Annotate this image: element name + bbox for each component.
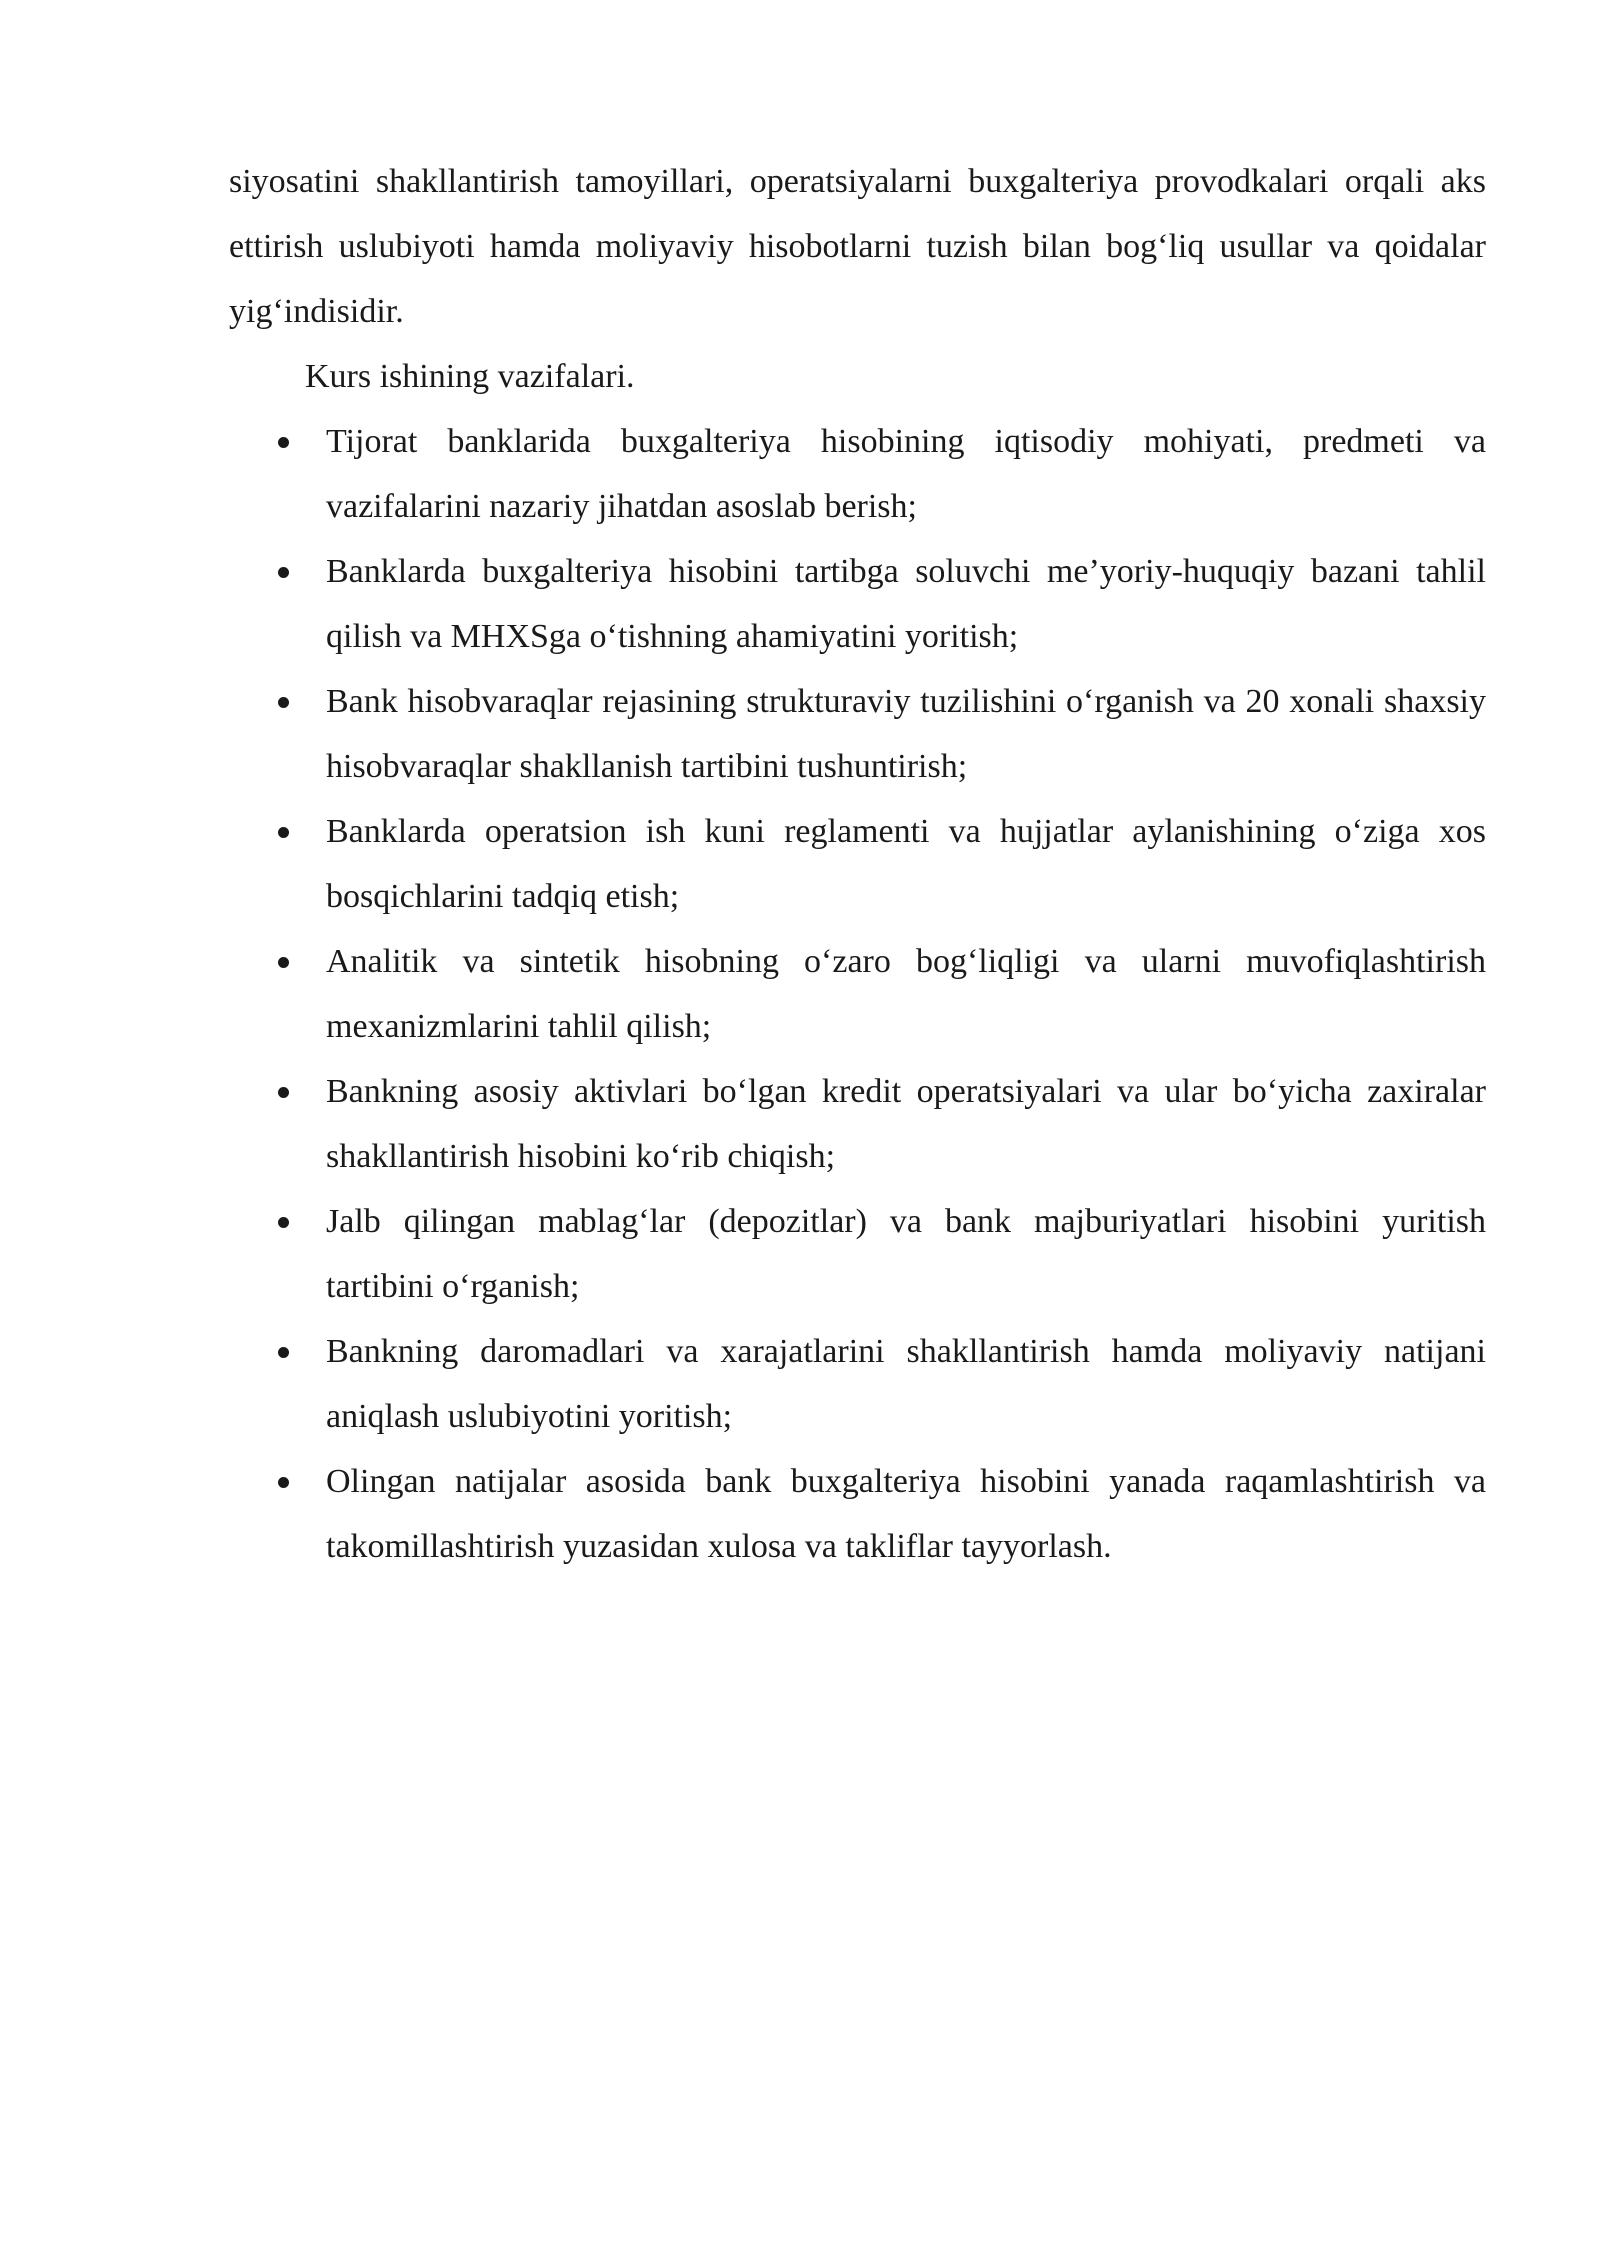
task-text: Bankning asosiy aktivlari bo‘lgan kredit operatsiyalari va ular bo‘yicha zaxiralar shakllantirish hisobini ko‘rib chiqish; [326,1073,1486,1175]
task-item [229,929,1486,1059]
bullet-icon [278,437,289,448]
bullet-icon [278,567,289,578]
tasks-heading: Kurs ishining vazifalari. [305,358,635,395]
bullet-icon [278,697,289,708]
bullet-icon [278,1217,289,1228]
task-item [229,669,1486,799]
task-text: Banklarda operatsion ish kuni reglamenti va hujjatlar aylanishining o‘ziga xos bosqichlarini tadqiq etish; [326,813,1486,915]
page-content [229,149,1486,1579]
bullet-icon [278,1347,289,1358]
task-text: Olingan natijalar asosida bank buxgalteriya hisobini yanada raqamlashtirish va takomillashtirish yuzasidan xulosa va takliflar tayyorlash. [326,1463,1486,1565]
task-item [229,1059,1486,1189]
task-text: Tijorat banklarida buxgalteriya hisobining iqtisodiy mohiyati, predmeti va vazifalarini nazariy jihatdan asoslab berish; [326,423,1486,525]
task-text: Jalb qilingan mablag‘lar (depozitlar) va bank majburiyatlari hisobini yuritish tartibini o‘rganish; [326,1203,1486,1305]
tasks-list [229,409,1486,1579]
task-text: Analitik va sintetik hisobning o‘zaro bog‘liqligi va ularni muvofiqlashtirish mexanizmlarini tahlil qilish; [326,943,1486,1045]
bullet-icon [278,957,289,968]
task-item [229,409,1486,539]
task-item [229,1449,1486,1579]
task-text: Banklarda buxgalteriya hisobini tartibga soluvchi me’yoriy-huquqiy bazani tahlil qilish va MHXSga o‘tishning ahamiyatini yoritish; [326,553,1486,655]
task-text: Bankning daromadlari va xarajatlarini shakllantirish hamda moliyaviy natijani aniqlash uslubiyotini yoritish; [326,1333,1486,1435]
task-item [229,539,1486,669]
task-item [229,1189,1486,1319]
task-item [229,1319,1486,1449]
task-item [229,799,1486,929]
task-text: Bank hisobvaraqlar rejasining strukturaviy tuzilishini o‘rganish va 20 xonali shaxsiy hisobvaraqlar shakllanish tartibini tushuntirish; [326,683,1486,785]
intro-paragraph: siyosatini shakllantirish tamoyillari, operatsiyalarni buxgalteriya provodkalari orqali aks ettirish uslubiyoti hamda moliyaviy hisobotlarni tuzish bilan bog‘liq usullar va qoidalar yig‘indisidir. [229,163,1486,330]
bullet-icon [278,827,289,838]
bullet-icon [278,1087,289,1098]
bullet-icon [278,1477,289,1488]
